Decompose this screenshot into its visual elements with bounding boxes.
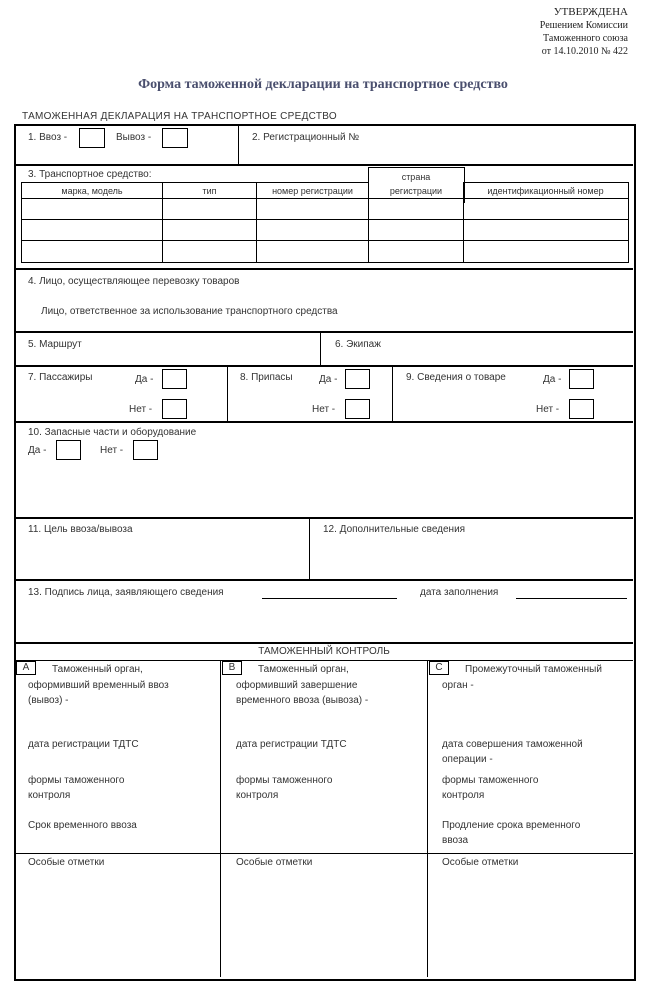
field7-no-label: Нет -	[129, 404, 153, 415]
signature-line[interactable]	[262, 598, 397, 599]
col-c-title-2: орган -	[442, 680, 474, 691]
col-b-title-1: Таможенный орган,	[258, 664, 349, 675]
col-c-forms-1: формы таможенного	[442, 775, 539, 786]
col-a-title-3: (вывоз) -	[28, 695, 69, 706]
col-a-temp-import-term: Срок временного ввоза	[28, 820, 137, 831]
supplies-yes-checkbox[interactable]	[345, 369, 370, 389]
field8-no-label: Нет -	[312, 404, 336, 415]
field9-yes-label: Да -	[543, 374, 562, 385]
column-c-letter: C	[429, 661, 449, 675]
field1-import-label: 1. Ввоз -	[28, 132, 68, 143]
supplies-no-checkbox[interactable]	[345, 399, 370, 419]
approval-line-4: от 14.10.2010 № 422	[541, 46, 628, 57]
divider	[15, 268, 633, 270]
col-a-forms-1: формы таможенного	[28, 775, 125, 786]
divider	[15, 579, 633, 581]
divider	[22, 240, 628, 241]
col-c-forms-2: контроля	[442, 790, 485, 801]
field5-label: 5. Маршрут	[28, 339, 82, 350]
divider	[15, 365, 633, 367]
field9-label: 9. Сведения о товаре	[406, 372, 506, 383]
divider	[22, 198, 628, 199]
col-a-title-1: Таможенный орган,	[52, 664, 143, 675]
divider	[15, 642, 633, 644]
field13-label: 13. Подпись лица, заявляющего сведения	[28, 587, 224, 598]
field11-label: 11. Цель ввоза/вывоза	[28, 524, 133, 535]
col-header-make-model: марка, модель	[61, 186, 123, 196]
divider	[15, 421, 633, 423]
column-a-letter: A	[16, 661, 36, 675]
approval-line-3: Таможенного союза	[543, 33, 628, 44]
goods-info-no-checkbox[interactable]	[569, 399, 594, 419]
field3-label: 3. Транспортное средство:	[28, 169, 152, 180]
field9-no-label: Нет -	[536, 404, 560, 415]
field8-yes-label: Да -	[319, 374, 338, 385]
col-c-extension-1: Продление срока временного	[442, 820, 581, 831]
divider	[15, 331, 633, 333]
col-b-forms-1: формы таможенного	[236, 775, 333, 786]
divider	[427, 661, 428, 977]
col-header-type: тип	[202, 186, 217, 196]
field10-yes-label: Да -	[28, 445, 47, 456]
passengers-no-checkbox[interactable]	[162, 399, 187, 419]
divider	[309, 518, 310, 580]
column-b-letter: B	[222, 661, 242, 675]
field1-export-label: Вывоз -	[116, 132, 152, 143]
col-b-title-2: оформивший завершение	[236, 680, 358, 691]
field10-no-label: Нет -	[100, 445, 124, 456]
field8-label: 8. Припасы	[240, 372, 293, 383]
col-a-forms-2: контроля	[28, 790, 71, 801]
field4-label: 4. Лицо, осуществляющее перевозку товаров	[28, 276, 240, 287]
col-b-date: дата регистрации ТДТС	[236, 739, 347, 750]
col-b-title-3: временного ввоза (вывоза) -	[236, 695, 369, 706]
col-a-title-2: оформивший временный ввоз	[28, 680, 169, 691]
divider	[320, 332, 321, 366]
field7-label: 7. Пассажиры	[28, 372, 93, 383]
col-header-country-line2: регистрации	[389, 186, 443, 196]
col-c-date-2: операции -	[442, 754, 493, 765]
col-header-country-line1: страна	[401, 172, 431, 182]
approval-line-2: Решением Комиссии	[539, 20, 628, 31]
divider	[15, 164, 633, 166]
approval-line-1: УТВЕРЖДЕНА	[553, 6, 628, 18]
divider	[392, 366, 393, 422]
col-header-reg-number: номер регистрации	[272, 186, 353, 196]
col-a-date: дата регистрации ТДТС	[28, 739, 139, 750]
col-a-notes: Особые отметки	[28, 857, 105, 868]
divider	[15, 853, 633, 854]
divider	[15, 517, 633, 519]
col-b-notes: Особые отметки	[236, 857, 313, 868]
field7-yes-label: Да -	[135, 374, 154, 385]
col-c-extension-2: ввоза	[442, 835, 469, 846]
divider	[22, 219, 628, 220]
approval-block	[540, 6, 628, 58]
passengers-yes-checkbox[interactable]	[162, 369, 187, 389]
field2-label: 2. Регистрационный №	[252, 132, 360, 143]
divider	[238, 125, 239, 165]
field13-date-label: дата заполнения	[420, 587, 499, 598]
col-c-title-1: Промежуточный таможенный	[465, 664, 602, 675]
divider	[15, 660, 633, 661]
spare-parts-yes-checkbox[interactable]	[56, 440, 81, 460]
col-b-forms-2: контроля	[236, 790, 279, 801]
field10-label: 10. Запасные части и оборудование	[28, 427, 197, 438]
declaration-section-header: ТАМОЖЕННАЯ ДЕКЛАРАЦИЯ НА ТРАНСПОРТНОЕ СРЕДСТВО	[22, 111, 337, 122]
customs-control-header: ТАМОЖЕННЫЙ КОНТРОЛЬ	[258, 646, 390, 657]
col-c-notes: Особые отметки	[442, 857, 519, 868]
col-header-id-number: идентификационный номер	[487, 186, 604, 196]
col-c-date-1: дата совершения таможенной	[442, 739, 583, 750]
goods-info-yes-checkbox[interactable]	[569, 369, 594, 389]
export-checkbox[interactable]	[162, 128, 188, 148]
divider	[227, 366, 228, 422]
spare-parts-no-checkbox[interactable]	[133, 440, 158, 460]
field12-label: 12. Дополнительные сведения	[323, 524, 466, 535]
fill-date-line[interactable]	[516, 598, 627, 599]
divider	[220, 661, 221, 977]
import-checkbox[interactable]	[79, 128, 105, 148]
field6-label: 6. Экипаж	[335, 339, 381, 350]
field4-sublabel: Лицо, ответственное за использование транспортного средства	[41, 306, 338, 317]
page-title: Форма таможенной декларации на транспортное средство	[138, 77, 508, 92]
